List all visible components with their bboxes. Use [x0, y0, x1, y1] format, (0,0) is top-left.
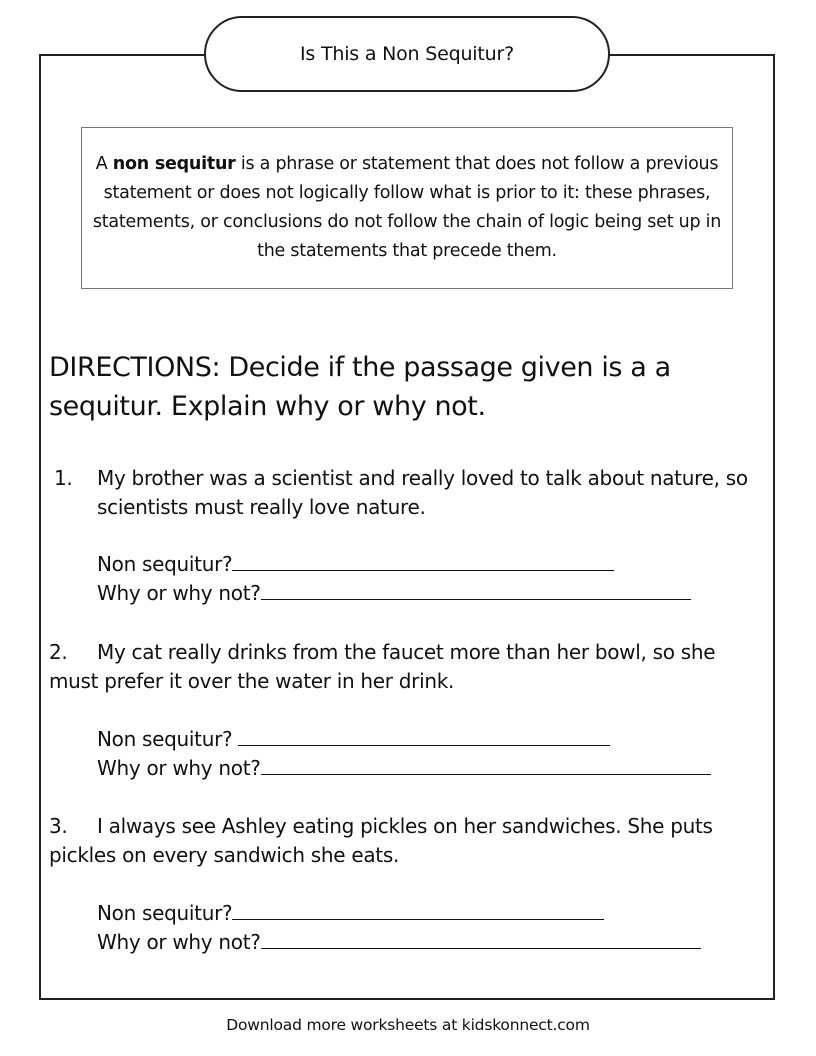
- definition-rest: is a phrase or statement that does not follow a previous statement or does not logically follow what is prior to it: these phrases, statements, or conclusions do not follow the chain of logic being set up in the statements that precede them.: [92, 154, 722, 261]
- definition-term: non sequitur: [112, 154, 236, 174]
- question-3-why-row: [97, 928, 701, 957]
- why-label: Why or why not?: [97, 756, 261, 780]
- question-1-text: My brother was a scientist and really loved to talk about nature, so scientists must really love nature.: [97, 466, 748, 519]
- question-3-number: 3.: [49, 814, 68, 838]
- question-2-answers: [97, 725, 711, 783]
- why-answer-blank[interactable]: [261, 754, 711, 775]
- question-2-number: 2.: [49, 640, 68, 664]
- why-answer-blank[interactable]: [261, 579, 691, 600]
- nonseq-label: Non sequitur?: [97, 552, 233, 576]
- question-1-nonseq-row: [97, 550, 691, 579]
- definition-box: [81, 127, 733, 289]
- why-label: Why or why not?: [97, 930, 261, 954]
- question-1-why-row: [97, 579, 691, 608]
- question-3-text: I always see Ashley eating pickles on her sandwiches. She puts pickles on every sandwich she eats.: [49, 814, 713, 867]
- question-2-text: My cat really drinks from the faucet more than her bowl, so she must prefer it over the water in her drink.: [49, 640, 716, 693]
- nonseq-answer-blank[interactable]: [232, 899, 604, 920]
- question-2-nonseq-row: [97, 725, 711, 754]
- worksheet-title-text: Is This a Non Sequitur?: [300, 43, 514, 65]
- question-1-number: 1.: [54, 466, 73, 490]
- nonseq-label: Non sequitur?: [97, 727, 233, 751]
- question-3-nonseq-row: [97, 899, 701, 928]
- why-answer-blank[interactable]: [261, 928, 701, 949]
- question-1: [54, 464, 774, 522]
- nonseq-label: Non sequitur?: [97, 901, 233, 925]
- directions: DIRECTIONS: Decide if the passage given is a a sequitur. Explain why or why not.: [49, 352, 671, 422]
- footer-note: Download more worksheets at kidskonnect.com: [226, 1016, 590, 1034]
- question-3-answers: [97, 899, 701, 957]
- question-3: [49, 812, 769, 870]
- question-1-answers: [97, 550, 691, 608]
- definition-text: [92, 150, 722, 266]
- definition-lead: A: [95, 154, 108, 174]
- question-2: [49, 638, 769, 696]
- worksheet-title: [204, 16, 610, 92]
- question-2-why-row: [97, 754, 711, 783]
- why-label: Why or why not?: [97, 581, 261, 605]
- nonseq-answer-blank[interactable]: [232, 550, 614, 571]
- nonseq-answer-blank[interactable]: [238, 725, 610, 746]
